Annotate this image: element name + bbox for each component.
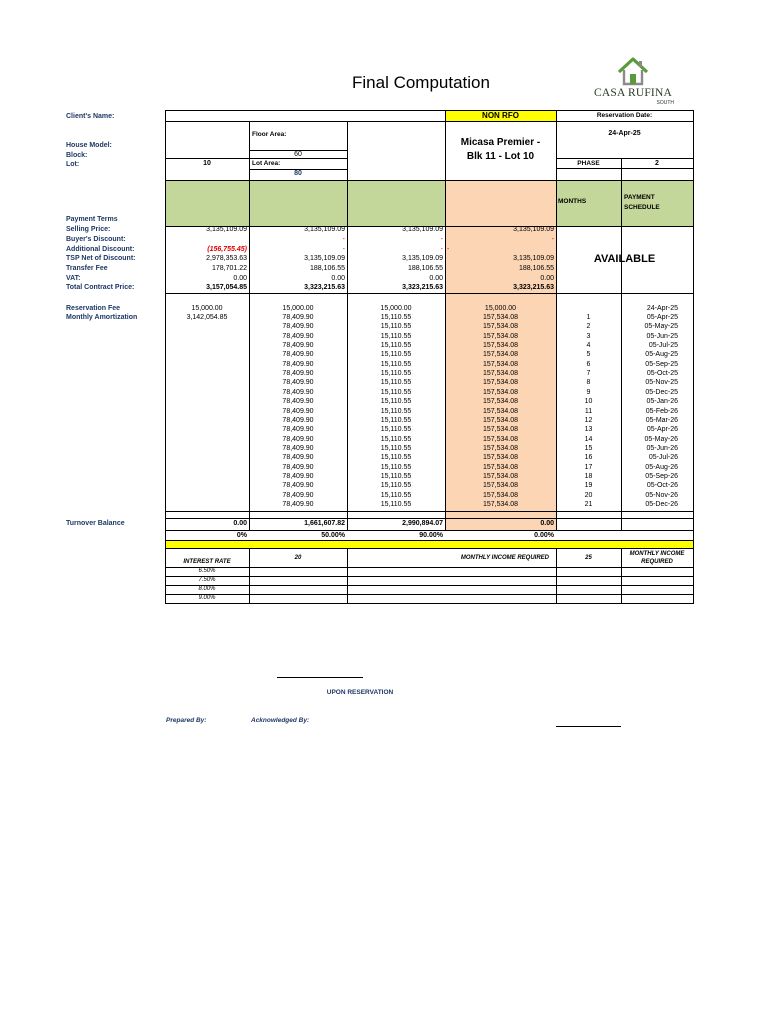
amortization-cell: 15,110.55: [380, 333, 412, 340]
house-logo-icon: [616, 56, 650, 88]
amortization-cell: 78,409.90: [282, 436, 314, 443]
total-contract-cell: 3,323,215.63: [513, 284, 554, 291]
schedule-month-cell: 4: [586, 342, 591, 349]
grid-line: [165, 548, 694, 549]
months-header: MONTHS: [558, 198, 587, 205]
schedule-month-cell: 10: [584, 398, 593, 405]
amortization-cell: 78,409.90: [282, 379, 314, 386]
amortization-cell: 78,409.90: [282, 323, 314, 330]
grid-line: [556, 168, 694, 169]
grid-line: [165, 121, 694, 122]
transfer-fee-label: Transfer Fee: [66, 265, 108, 272]
amortization-cell: 78,409.90: [282, 473, 314, 480]
total-contract-cell: 3,157,054.85: [206, 284, 247, 291]
monthly-amortization-label: Monthly Amortization: [66, 314, 138, 321]
selling-price-cell: 3,135,109.09: [402, 226, 443, 233]
yellow-band: [165, 541, 693, 548]
amortization-cell: 15,110.55: [380, 454, 412, 461]
amortization-cell: 157,534.08: [482, 351, 519, 358]
amortization-cell: 78,409.90: [282, 361, 314, 368]
vat-cell: 0.00: [233, 275, 247, 282]
schedule-date-cell: 05-Nov-26: [645, 492, 678, 499]
tsp-net-cell: 3,135,109.09: [513, 255, 554, 262]
grid-line: [165, 110, 694, 111]
grid-line: [165, 603, 694, 604]
amortization-cell: 157,534.08: [482, 501, 519, 508]
amortization-cell: 15,110.55: [380, 417, 412, 424]
schedule-date-cell: 05-Jul-25: [648, 342, 678, 349]
tsp-net-label: TSP Net of Discount:: [66, 255, 136, 262]
amortization-cell: 78,409.90: [282, 482, 314, 489]
percent-cell: 0.00%: [534, 532, 554, 539]
schedule-date-cell: 05-Dec-26: [645, 501, 678, 508]
amortization-cell: 78,409.90: [282, 445, 314, 452]
amortization-cell: 157,534.08: [482, 445, 519, 452]
schedule-month-cell: 3: [586, 333, 591, 340]
amortization-cell: 15,110.55: [380, 473, 412, 480]
schedule-month-cell: 7: [586, 370, 591, 377]
amortization-cell: 15,110.55: [380, 398, 412, 405]
schedule-month-cell: 1: [586, 314, 591, 321]
payment-schedule-header: PAYMENT SCHEDULE: [624, 194, 660, 211]
amortization-cell: 15,110.55: [380, 342, 412, 349]
payment-terms-label: Payment Terms: [66, 216, 118, 223]
turnover-cell: 2,990,894.07: [402, 520, 443, 527]
block-label: Block:: [66, 152, 88, 159]
monthly-income-header-2: MONTHLY INCOME REQUIRED: [629, 551, 685, 565]
schedule-month-cell: 8: [586, 379, 591, 386]
additional-discount-cell: -: [440, 246, 443, 253]
turnover-balance-label: Turnover Balance: [66, 520, 125, 527]
schedule-date-cell: 05-Sep-26: [645, 473, 678, 480]
buyers-discount-label: Buyer's Discount:: [66, 236, 126, 243]
schedule-date-cell: 05-Aug-25: [645, 351, 678, 358]
interest-rate-cell: 7.50%: [198, 577, 216, 583]
amortization-cell: 15,110.55: [380, 408, 412, 415]
lot-area-value: 80: [294, 170, 302, 177]
transfer-fee-cell: 188,106.55: [407, 265, 443, 272]
schedule-date-cell: 05-Jun-26: [646, 445, 678, 452]
grid-line: [165, 158, 347, 159]
amortization-cell: 157,534.08: [482, 417, 519, 424]
logo-name: CASA RUFINA: [594, 87, 672, 99]
tsp-net-cell: 2,978,353.63: [206, 255, 247, 262]
amortization-cell: 78,409.90: [282, 408, 314, 415]
reservation-fee-cell: 15,000.00: [484, 305, 517, 312]
schedule-date-cell: 05-Jun-25: [646, 333, 678, 340]
grid-line: [165, 293, 694, 294]
amortization-cell: 157,534.08: [482, 342, 519, 349]
additional-discount-cell: -: [342, 246, 345, 253]
schedule-date-cell: 05-Aug-26: [645, 464, 678, 471]
amortization-cell: 157,534.08: [482, 492, 519, 499]
phase-label: PHASE: [577, 160, 600, 167]
amortization-cell: 78,409.90: [282, 342, 314, 349]
amortization-cell: 78,409.90: [282, 417, 314, 424]
amortization-cell: 15,110.55: [380, 351, 412, 358]
schedule-date-cell: 05-Apr-26: [646, 426, 678, 433]
tsp-net-cell: 3,135,109.09: [402, 255, 443, 262]
total-contract-label: Total Contract Price:: [66, 284, 135, 291]
vat-cell: 0.00: [429, 275, 443, 282]
schedule-month-cell: 13: [584, 426, 593, 433]
amortization-cell: 157,534.08: [482, 379, 519, 386]
interest-rate-cell: 9.00%: [198, 595, 216, 601]
reservation-date-value: 24-Apr-25: [608, 130, 641, 137]
signature-line: [277, 677, 363, 678]
model-name-line2: Blk 11 - Lot 10: [466, 151, 535, 162]
schedule-date-cell: 05-May-26: [644, 436, 678, 443]
additional-discount-cell: -: [447, 246, 450, 253]
schedule-month-cell: 16: [584, 454, 593, 461]
turnover-cell: 0.00: [233, 520, 247, 527]
additional-discount-label: Additional Discount:: [66, 246, 135, 253]
grid-line: [165, 518, 694, 519]
buyers-discount-cell: -: [342, 236, 345, 243]
amortization-cell: 157,534.08: [482, 464, 519, 471]
amortization-cell: 157,534.08: [482, 398, 519, 405]
vat-label: VAT:: [66, 275, 81, 282]
percent-cell: 0%: [236, 532, 247, 539]
percent-cell: 50.00%: [321, 532, 345, 539]
peach-header-block: [445, 181, 556, 226]
grid-line: [556, 158, 694, 159]
schedule-month-cell: 5: [586, 351, 591, 358]
amortization-cell: 15,110.55: [380, 389, 412, 396]
schedule-month-cell: 17: [584, 464, 593, 471]
amortization-cell: 15,110.55: [380, 492, 412, 499]
schedule-date-cell: 05-Jul-26: [648, 454, 678, 461]
reservation-fee-cell: 15,000.00: [380, 305, 412, 312]
amortization-cell: 15,110.55: [380, 482, 412, 489]
amortization-cell: 15,110.55: [380, 323, 412, 330]
grid-line: [165, 110, 166, 603]
term-20-header: 20: [294, 555, 302, 561]
amortization-cell: 15,110.55: [380, 464, 412, 471]
schedule-date-cell: 05-Apr-25: [646, 314, 678, 321]
amortization-cell: 78,409.90: [282, 501, 314, 508]
vat-cell: 0.00: [331, 275, 345, 282]
turnover-cell: 0.00: [540, 520, 554, 527]
turnover-cell: 1,661,607.82: [304, 520, 345, 527]
amortization-cell: 15,110.55: [380, 436, 412, 443]
schedule-date-cell: 05-Mar-26: [645, 417, 678, 424]
schedule-date-cell: 05-Oct-25: [646, 370, 678, 377]
grid-line: [693, 110, 694, 603]
total-contract-cell: 3,323,215.63: [402, 284, 443, 291]
grid-line: [165, 540, 694, 541]
schedule-date-cell: 05-Nov-25: [645, 379, 678, 386]
additional-discount-cell: (156,755.45): [207, 246, 247, 253]
selling-price-label: Selling Price:: [66, 226, 111, 233]
reservation-fee-cell: 15,000.00: [282, 305, 314, 312]
schedule-month-cell: 12: [584, 417, 593, 424]
grid-line: [165, 530, 694, 531]
amortization-cell: 15,110.55: [380, 370, 412, 377]
schedule-date-cell: 05-Feb-26: [645, 408, 678, 415]
schedule-month-cell: 14: [584, 436, 593, 443]
amortization-cell: 157,534.08: [482, 314, 519, 321]
availability-status: AVAILABLE: [593, 253, 656, 265]
selling-price-cell: 3,135,109.09: [513, 226, 554, 233]
lot-value: 10: [203, 160, 211, 167]
schedule-month-cell: 18: [584, 473, 593, 480]
amortization-cell: 15,110.55: [380, 501, 412, 508]
interest-rate-header: INTEREST RATE: [183, 559, 231, 565]
amortization-cell: 157,534.08: [482, 389, 519, 396]
amortization-cell: 78,409.90: [282, 370, 314, 377]
amortization-cell: 78,409.90: [282, 492, 314, 499]
schedule-month-cell: 6: [586, 361, 591, 368]
grid-line: [165, 180, 694, 181]
phase-value: 2: [655, 160, 659, 167]
schedule-date-cell: 05-Sep-25: [645, 361, 678, 368]
reservation-fee-cell: 15,000.00: [191, 305, 223, 312]
reservation-date-label: Reservation Date:: [596, 112, 653, 119]
amortization-cell: 78,409.90: [282, 389, 314, 396]
amortization-cell: 3,142,054.85: [186, 314, 228, 321]
amortization-cell: 157,534.08: [482, 408, 519, 415]
signature-line: [556, 726, 621, 727]
amortization-cell: 15,110.55: [380, 445, 412, 452]
lot-label: Lot:: [66, 161, 80, 168]
amortization-cell: 15,110.55: [380, 314, 412, 321]
logo-subtitle: SOUTH: [656, 100, 674, 106]
total-contract-cell: 3,323,215.63: [304, 284, 345, 291]
prepared-by-label: Prepared By:: [166, 717, 207, 724]
schedule-month-cell: 9: [586, 389, 591, 396]
schedule-date-cell: 05-Oct-26: [646, 482, 678, 489]
interest-rate-cell: 6.50%: [198, 568, 216, 574]
amortization-cell: 78,409.90: [282, 398, 314, 405]
schedule-date-cell: 05-Dec-25: [645, 389, 678, 396]
grid-line: [165, 511, 694, 512]
schedule-month-cell: 19: [584, 482, 593, 489]
upon-reservation-label: UPON RESERVATION: [326, 689, 394, 696]
buyers-discount-cell: -: [440, 236, 443, 243]
amortization-cell: 157,534.08: [482, 370, 519, 377]
amortization-cell: 78,409.90: [282, 426, 314, 433]
floor-area-value: 60: [294, 151, 302, 158]
reservation-fee-label: Reservation Fee: [66, 305, 121, 312]
lot-area-label: Lot Area:: [252, 160, 281, 167]
transfer-fee-cell: 188,106.55: [518, 265, 554, 272]
green-header-block: [165, 181, 445, 226]
transfer-fee-cell: 178,701.22: [211, 265, 247, 272]
amortization-cell: 78,409.90: [282, 314, 314, 321]
amortization-cell: 78,409.90: [282, 454, 314, 461]
amortization-cell: 15,110.55: [380, 379, 412, 386]
schedule-month-cell: 15: [584, 445, 593, 452]
term-25-header: 25: [585, 555, 592, 561]
schedule-month-cell: 2: [586, 323, 591, 330]
schedule-month-cell: 11: [584, 408, 593, 415]
selling-price-cell: 3,135,109.09: [304, 226, 345, 233]
house-model-label: House Model:: [66, 142, 112, 149]
percent-cell: 90.00%: [419, 532, 443, 539]
amortization-cell: 15,110.55: [380, 361, 412, 368]
company-logo: [588, 56, 678, 106]
amortization-cell: 157,534.08: [482, 323, 519, 330]
selling-price-cell: 3,135,109.09: [206, 226, 247, 233]
schedule-month-cell: 20: [584, 492, 593, 499]
tsp-net-cell: 3,135,109.09: [304, 255, 345, 262]
acknowledged-by-label: Acknowledged By:: [251, 717, 310, 724]
amortization-cell: 157,534.08: [482, 473, 519, 480]
monthly-income-header-1: MONTHLY INCOME REQUIRED: [460, 555, 549, 561]
amortization-cell: 78,409.90: [282, 333, 314, 340]
amortization-cell: 78,409.90: [282, 351, 314, 358]
client-name-label: Client's Name:: [66, 113, 115, 120]
model-name-line1: Micasa Premier -: [460, 137, 541, 148]
transfer-fee-cell: 188,106.55: [309, 265, 345, 272]
amortization-cell: 157,534.08: [482, 333, 519, 340]
schedule-reservation-date: 24-Apr-25: [646, 305, 678, 312]
amortization-cell: 78,409.90: [282, 464, 314, 471]
amortization-cell: 157,534.08: [482, 482, 519, 489]
floor-area-label: Floor Area:: [252, 131, 287, 138]
non-rfo-label: NON RFO: [482, 111, 519, 120]
page-title: Final Computation: [352, 73, 490, 92]
vat-cell: 0.00: [540, 275, 554, 282]
buyers-discount-cell: -: [551, 236, 554, 243]
amortization-cell: 157,534.08: [482, 361, 519, 368]
amortization-cell: 15,110.55: [380, 426, 412, 433]
amortization-cell: 157,534.08: [482, 454, 519, 461]
amortization-cell: 157,534.08: [482, 436, 519, 443]
schedule-month-cell: 21: [584, 501, 593, 508]
interest-rate-cell: 8.00%: [198, 586, 216, 592]
amortization-cell: 157,534.08: [482, 426, 519, 433]
schedule-date-cell: 05-Jan-26: [646, 398, 678, 405]
schedule-date-cell: 05-May-25: [644, 323, 678, 330]
